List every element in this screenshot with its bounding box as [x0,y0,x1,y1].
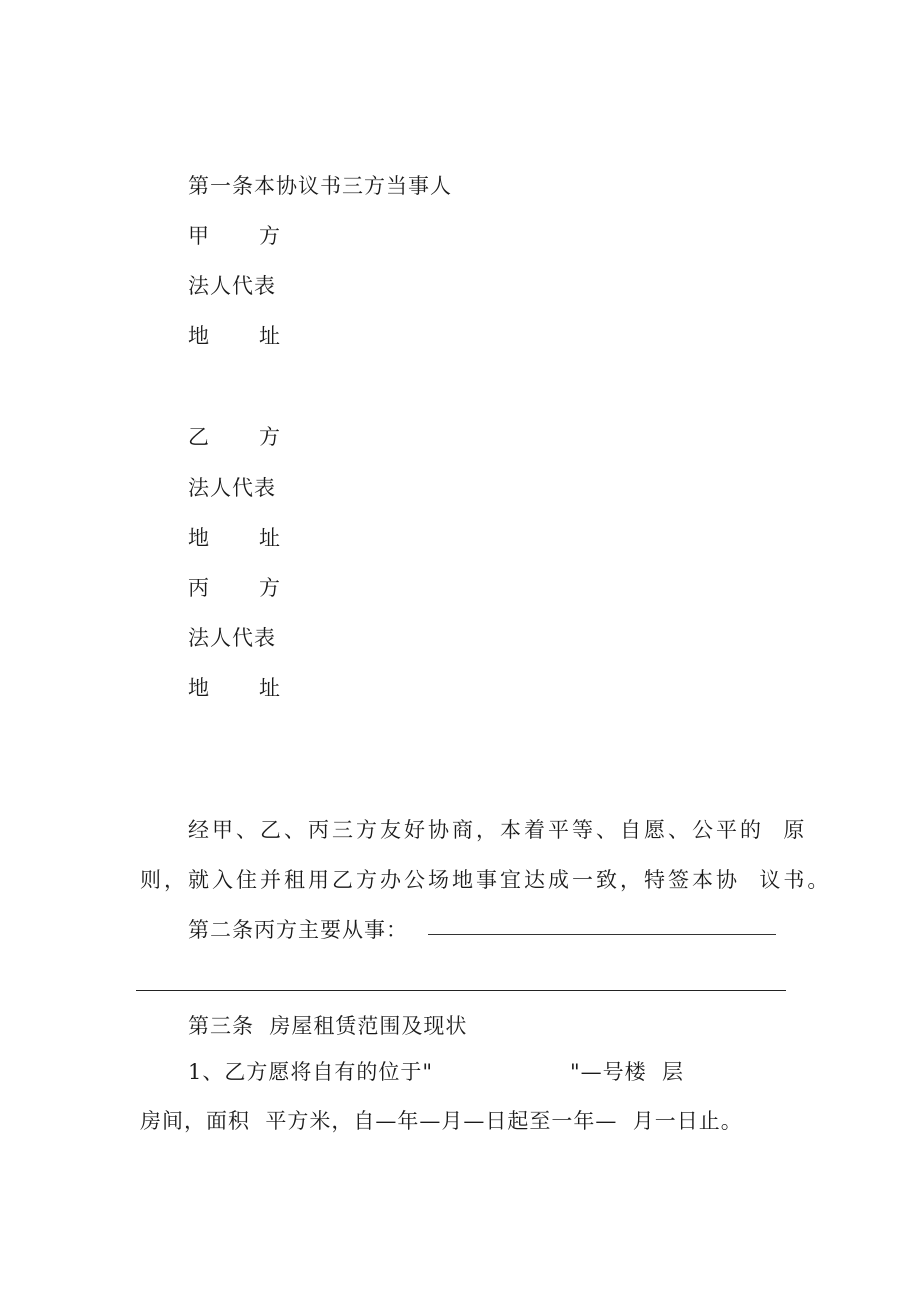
article2-fill-line [428,934,776,935]
party-a-label: 甲 方 [188,224,280,248]
party-b-rep: 法人代表 [188,476,276,500]
party-b-row [188,423,280,451]
party-b-label: 乙 方 [188,425,280,449]
party-a-addr-row [188,322,280,350]
preamble-line2: 则，就入住并租用乙方办公场地事宜达成一致，特签本协 议书。 [140,868,832,892]
preamble-line1: 经甲、乙、丙三方友好协商，本着平等、自愿、公平的 原 [188,818,808,842]
article3-item1-line2: 房间，面积 平方米，自—年—月—日起至一年— 月一日止。 [140,1109,743,1133]
party-a-row [188,222,280,250]
article3-item1-line1-a: 1、乙方愿将自有的位于" [188,1060,434,1084]
divider-line [136,990,786,991]
party-b-addr-label: 地 址 [188,526,280,550]
article3-title: 第三条 房屋租赁范围及现状 [188,1014,468,1038]
party-c-label: 丙 方 [188,576,280,600]
party-c-addr-row [188,674,280,702]
party-b-addr-row [188,524,280,552]
article3-item1-line1-b: "—号楼 层 [570,1060,685,1084]
party-a-rep: 法人代表 [188,274,276,298]
party-c-rep: 法人代表 [188,626,276,650]
party-c-addr-label: 地 址 [188,676,280,700]
article1-title: 第一条本协议书三方当事人 [188,174,452,198]
article2-title: 第二条丙方主要从事： [188,918,408,942]
party-c-row [188,574,280,602]
party-a-addr-label: 地 址 [188,324,280,348]
